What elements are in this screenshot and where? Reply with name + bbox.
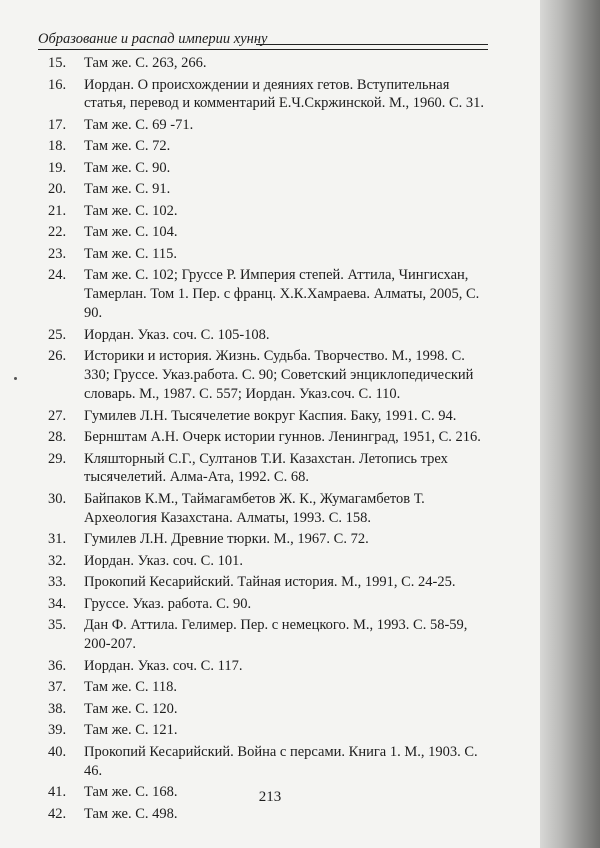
endnote-number: 36.	[48, 657, 67, 674]
endnote-number: 28.	[48, 429, 67, 446]
endnote-text: Иордан. Указ. соч. С. 105-108.	[84, 326, 270, 343]
endnote-text: Там же. С. 72.	[84, 138, 171, 155]
endnote-number: 26.	[48, 348, 67, 365]
endnote-text: Кляшторный С.Г., Султанов Т.И. Казахстан. Летопись трех тысячелетий. Алма-Ата, 1992. С. 68.	[84, 450, 448, 486]
endnote-item	[48, 678, 490, 697]
endnote-text: Там же. С. 115.	[84, 245, 178, 262]
endnote-item	[48, 245, 490, 264]
endnote-item	[48, 116, 490, 135]
endnote-number: 24.	[48, 267, 67, 284]
header-underline	[38, 49, 488, 50]
endnote-number: 22.	[48, 224, 67, 241]
endnote-number: 27.	[48, 407, 67, 424]
endnote-number: 25.	[48, 326, 67, 343]
endnote-number: 34.	[48, 595, 67, 612]
endnote-text: Там же. С. 104.	[84, 224, 178, 241]
endnote-text: Прокопий Кесарийский. Война с персами. Книга 1. М., 1903. С. 46.	[84, 743, 478, 779]
endnote-text: Там же. С. 168.	[84, 784, 178, 801]
endnote-number: 15.	[48, 55, 67, 71]
endnote-item	[48, 700, 490, 719]
endnote-item	[48, 180, 490, 199]
header-title: Образование и распад империи хунну	[38, 31, 268, 47]
endnote-number: 21.	[48, 202, 67, 219]
endnote-item	[48, 595, 490, 614]
endnote-text: Там же. С. 120.	[84, 700, 178, 717]
endnote-text: Иордан. Указ. соч. С. 101.	[84, 552, 243, 569]
endnote-text: Гумилев Л.Н. Тысячелетие вокруг Каспия. Баку, 1991. С. 94.	[84, 407, 457, 424]
endnote-number: 31.	[48, 531, 67, 548]
endnote-text: Там же. С. 263, 266.	[84, 55, 207, 71]
endnote-text: Гумилев Л.Н. Древние тюрки. М., 1967. С. 72.	[84, 531, 369, 548]
endnote-item	[48, 223, 490, 242]
endnote-item	[48, 657, 490, 676]
endnote-text: Там же. С. 102.	[84, 202, 178, 219]
endnote-item	[48, 54, 490, 73]
endnote-item	[48, 159, 490, 178]
endnote-number: 23.	[48, 245, 67, 262]
endnote-text: Там же. С. 102; Груссе Р. Империя степей. Аттила, Чингисхан, Тамерлан. Том 1. Пер. с франц. Х.К.Хамраева. Алматы, 2005, С. 90.	[84, 267, 480, 322]
endnote-text: Там же. С. 118.	[84, 679, 178, 696]
endnote-text: Дан Ф. Аттила. Гелимер. Пер. с немецкого. М., 1993. С. 58-59, 200-207.	[84, 617, 468, 653]
endnote-number: 42.	[48, 805, 67, 822]
endnote-item	[48, 407, 490, 426]
endnote-text: Историки и история. Жизнь. Судьба. Творчество. М., 1998. С. 330; Груссе. Указ.работа. С. 90; Советский энциклопедический словарь. М., 1987. С. 557; Иордан. Указ.соч. С. 110.	[84, 348, 474, 403]
endnote-text: Бернштам А.Н. Очерк истории гуннов. Ленинград, 1951, С. 216.	[84, 429, 481, 446]
endnote-number: 40.	[48, 743, 67, 760]
endnotes-list	[48, 54, 490, 826]
endnote-text: Там же. С. 121.	[84, 722, 178, 739]
endnote-text: Там же. С. 69 -71.	[84, 116, 194, 133]
endnote-item	[48, 202, 490, 221]
margin-mark	[14, 377, 17, 380]
endnote-item	[48, 428, 490, 447]
book-spine-shadow	[540, 0, 600, 848]
page-number: 213	[258, 789, 282, 805]
endnote-number: 29.	[48, 450, 67, 467]
endnote-item	[48, 266, 490, 323]
endnote-text: Иордан. Указ. соч. С. 117.	[84, 657, 243, 674]
endnote-text: Байпаков К.М., Таймагамбетов Ж. К., Жумагамбетов Т. Археология Казахстана. Алматы, 1993. С. 158.	[84, 490, 425, 526]
endnote-number: 30.	[48, 490, 67, 507]
header-rule	[256, 44, 488, 45]
endnote-item	[48, 490, 490, 528]
endnote-item	[48, 347, 490, 404]
endnote-number: 19.	[48, 159, 67, 176]
endnote-item	[48, 721, 490, 740]
endnote-item	[48, 326, 490, 345]
endnote-item	[48, 450, 490, 488]
endnote-item	[48, 805, 490, 824]
endnote-number: 18.	[48, 138, 67, 155]
endnote-number: 16.	[48, 76, 67, 93]
endnote-text: Иордан. О происхождении и деяниях гетов. Вступительная статья, перевод и комментарий Е.Ч.Скржинской. М., 1960. С. 31.	[84, 76, 485, 112]
endnote-text: Прокопий Кесарийский. Тайная история. М., 1991, С. 24-25.	[84, 574, 456, 591]
endnote-item	[48, 616, 490, 654]
endnote-number: 39.	[48, 722, 67, 739]
endnote-number: 37.	[48, 679, 67, 696]
endnote-number: 33.	[48, 574, 67, 591]
endnote-item	[48, 76, 490, 114]
endnote-number: 35.	[48, 617, 67, 634]
endnote-number: 17.	[48, 116, 67, 133]
endnote-number: 38.	[48, 700, 67, 717]
endnote-text: Там же. С. 91.	[84, 181, 171, 198]
endnote-number: 32.	[48, 552, 67, 569]
endnote-item	[48, 573, 490, 592]
endnote-text: Груссе. Указ. работа. С. 90.	[84, 595, 252, 612]
endnote-item	[48, 552, 490, 571]
endnote-text: Там же. С. 90.	[84, 159, 171, 176]
endnote-number: 20.	[48, 181, 67, 198]
endnote-item	[48, 530, 490, 549]
running-header	[38, 30, 488, 52]
endnote-text: Там же. С. 498.	[84, 805, 178, 822]
endnote-item	[48, 137, 490, 156]
endnote-item	[48, 743, 490, 781]
endnote-number: 41.	[48, 784, 67, 801]
